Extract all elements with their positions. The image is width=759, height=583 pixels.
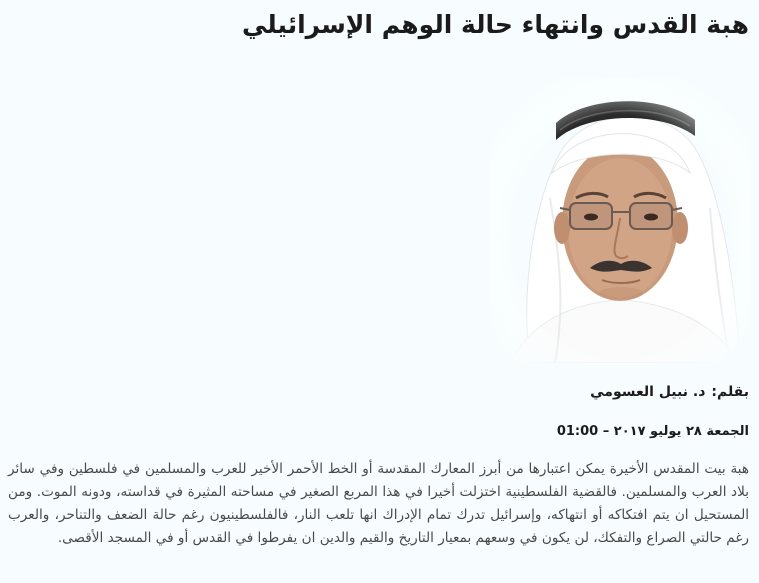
author-photo [490, 78, 750, 363]
byline [590, 384, 749, 400]
article-body: هبة بيت المقدس الأخيرة يمكن اعتبارها من أبرز المعارك المقدسة أو الخط الأحمر الأخير للعرب والمسلمين في فلسطين وفي سائر بلاد العرب والمسلمين. فالقضية الفلسطينية اختزلت أخيرا في هذا المربع الصغير في مساحته المثيرة في قداسته، ودونه الموت. ومن المستحيل ان يتم افتكاكه أو انتهاكه، وإسرائيل تدرك تمام الإدراك انها تلعب النار، فالفلسطينيون رغم حالة الضعف والتناحر، والعرب رغم حالتي الصراع والتفكك، لن يكون في وسعهم بمعيار التاريخ والقيم والدين ان يفرطوا في القدس أو في المسجد الأقصى. [8, 461, 749, 546]
publish-date: الجمعة ٢٨ يوليو ٢٠١٧ – 01:00 [556, 424, 749, 439]
byline-label: بقلم: [711, 384, 749, 400]
author-name[interactable]: د. نبيل العسومي [590, 384, 706, 400]
article-title: هبة القدس وانتهاء حالة الوهم الإسرائيلي [242, 10, 749, 39]
